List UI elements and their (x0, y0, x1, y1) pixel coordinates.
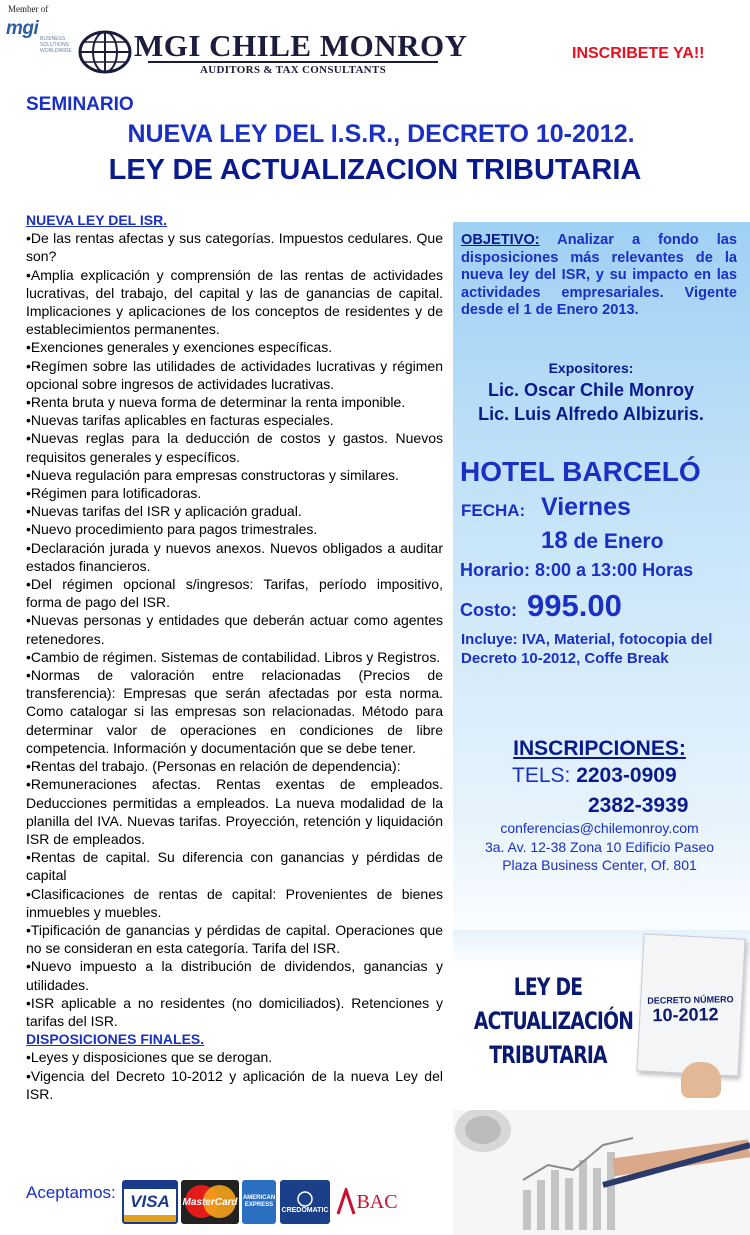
list-item: •Amplia explicación y comprensión de las rentas de actividades lucrativas, del trabajo, del capital y las de ganancias de capital. Implicaciones y aplicaciones de los conceptos de residentes y de establecimientos permanentes. (26, 266, 443, 338)
amex-label: AMERICAN EXPRESS (242, 1195, 276, 1208)
register-now-cta[interactable]: INSCRIBETE YA!! (572, 45, 705, 62)
decree-number: 10-2012 (652, 1004, 719, 1026)
list-item: •Rentas del trabajo. (Personas en relación de dependencia): (26, 758, 401, 775)
mgi-small-tagline: BUSINESS SOLUTIONS WORLDWIDE (40, 36, 72, 54)
phone-1[interactable]: 2203-0909 (576, 764, 677, 787)
accepted-payments-label: Aceptamos: (26, 1183, 116, 1202)
date-number: 18 (541, 527, 568, 554)
mgi-small-logo: mgi (6, 18, 39, 39)
amex-logo (242, 1180, 276, 1224)
promo-line: ACTUALIZACIÓN (473, 1007, 634, 1035)
includes-text: Incluye: IVA, Material, fotocopia del Decreto 10-2012, Coffe Break (461, 631, 713, 667)
list-item: •Normas de valoración entre relacionadas (Precios de transferencia): Empresas que serán afectadas por esta norma. Como catalogar si las empresas son relacionadas. Método para determinar valor de operaciones en condiciones de libre competencia. Información y documentación que se debe tener. (26, 667, 443, 756)
list-item: •Rentas de capital. Su diferencia con ganancias y pérdidas de capital (26, 849, 443, 884)
phones (512, 764, 677, 788)
list-item: •Exenciones generales y exenciones específicas. (26, 339, 333, 356)
cost-label: Costo: (460, 600, 517, 620)
credomatic-label: CREDOMATIC (281, 1206, 329, 1214)
logo-subtitle: AUDITORS & TAX CONSULTANTS (148, 61, 438, 76)
objective-label: OBJETIVO: (461, 232, 540, 248)
logo-title: MGI CHILE MONROY (134, 28, 468, 63)
list-item: •De las rentas afectas y sus categorías. Impuestos cedulares. Que son? (26, 230, 443, 265)
list-item: •Nuevo procedimiento para pagos trimestrales. (26, 521, 318, 538)
objective-body: Analizar a fondo las disposiciones más relevantes de la nueva ley del ISR, y su impacto en las actividades empresariales. Vigente desde el 1 de Enero 2013. (461, 232, 737, 319)
promo-line: TRIBUTARIA (489, 1041, 607, 1069)
venue: HOTEL BARCELÓ (460, 456, 701, 487)
globe-icon (78, 30, 132, 74)
list-item: •Nuevas tarifas del ISR y aplicación gradual. (26, 503, 302, 520)
company-logo (78, 28, 468, 76)
section-header: NUEVA LEY DEL ISR. (26, 212, 168, 228)
bac-logo (334, 1180, 400, 1224)
email-link[interactable]: conferencias@chilemonroy.com (500, 820, 699, 836)
objective-text (461, 232, 737, 320)
credomatic-logo (280, 1180, 330, 1224)
decree-label: DECRETO NÚMERO (647, 994, 734, 1006)
speaker-1: Lic. Oscar Chile Monroy (487, 380, 695, 400)
phones-label: TELS: (512, 764, 577, 787)
list-item: •Nueva regulación para empresas constructoras y similares. (26, 466, 399, 483)
date-label: FECHA: (461, 501, 526, 520)
promo-image (453, 930, 750, 1235)
speakers-label: Expositores: (548, 360, 634, 376)
mastercard-logo (181, 1180, 239, 1224)
list-item: •Leyes y disposiciones que se derogan. (26, 1049, 273, 1066)
list-item: •Renta bruta y nueva forma de determinar la renta imponible. (26, 394, 406, 411)
member-of-label: Member of (8, 4, 49, 14)
topics-list (26, 211, 443, 1103)
list-item: •Nuevas tarifas aplicables en facturas especiales. (26, 412, 334, 429)
phone-2[interactable]: 2382-3939 (588, 794, 689, 817)
schedule: Horario: 8:00 a 13:00 Horas (460, 560, 694, 580)
list-item: •Regímen sobre las utilidades de actividades lucrativas y régimen opcional sobre ingresos de actividades lucrativas. (26, 357, 443, 392)
list-item: •Cambio de régimen. Sistemas de contabilidad. Libros y Registros. (26, 648, 441, 665)
address-line-1: 3a. Av. 12-38 Zona 10 Edificio Paseo (484, 839, 715, 855)
decree-document (636, 933, 745, 1076)
mastercard-label: MasterCard (182, 1196, 238, 1208)
list-item: •Nuevas personas y entidades que deberán actuar como agentes retenedores. (26, 612, 443, 647)
bac-icon (336, 1188, 356, 1216)
financial-chart-photo (453, 1110, 750, 1235)
cost-value: 995.00 (527, 588, 622, 623)
list-item: •Vigencia del Decreto 10-2012 y aplicación de la nueva Ley del ISR. (26, 1067, 443, 1102)
visa-logo (122, 1180, 178, 1224)
seminar-label: SEMINARIO (26, 94, 134, 115)
list-item: •Clasificaciones de rentas de capital: Provenientes de bienes inmuebles y muebles. (26, 885, 443, 920)
hand-illustration (681, 1062, 721, 1098)
list-item: •Remuneraciones afectas. Rentas exentas de empleados. Deducciones permitidas a empleados. La nueva modalidad de la planilla del IVA. Nuevas tarifas. Proyección, retención y liquidación ISR de empleados. (26, 776, 443, 847)
list-item: •ISR aplicable a no residentes (no domiciliados). Retenciones y tarifas del ISR. (26, 994, 443, 1029)
visa-label: VISA (130, 1192, 170, 1211)
page-subtitle: LEY DE ACTUALIZACION TRIBUTARIA (108, 154, 642, 186)
bac-label: BAC (356, 1190, 398, 1213)
list-item: •Nuevo impuesto a la distribución de dividendos, ganancias y utilidades. (26, 958, 443, 993)
address-line-2: Plaza Business Center, Of. 801 (502, 857, 697, 873)
list-item: •Declaración jurada y nuevos anexos. Nuevos obligados a auditar estados financieros. (26, 539, 443, 574)
section-header: DISPOSICIONES FINALES. (26, 1031, 205, 1048)
page-title: NUEVA LEY DEL I.S.R., DECRETO 10-2012. (127, 120, 635, 148)
promo-line: LEY DE (513, 973, 583, 1001)
list-item: •Del régimen opcional s/ingresos: Tarifas, período impositivo, forma de pago del ISR. (26, 576, 443, 611)
speaker-2: Lic. Luis Alfredo Albizuris. (478, 404, 704, 424)
list-item: •Régimen para lotificadoras. (26, 485, 202, 502)
list-item: •Nuevas reglas para la deducción de costos y gastos. Nuevos requisitos generales y específicos. (26, 430, 443, 465)
date-day: Viernes (541, 493, 631, 521)
promo-title (473, 970, 634, 1072)
registrations-heading: INSCRIPCIONES: (513, 737, 686, 760)
date-value (541, 527, 663, 555)
list-item: •Tipificación de ganancias y pérdidas de capital. Operaciones que no se consideran en esta categoría. Tarifa del ISR. (26, 921, 443, 957)
credomatic-icon (294, 1191, 316, 1207)
date-month: de Enero (567, 530, 664, 553)
